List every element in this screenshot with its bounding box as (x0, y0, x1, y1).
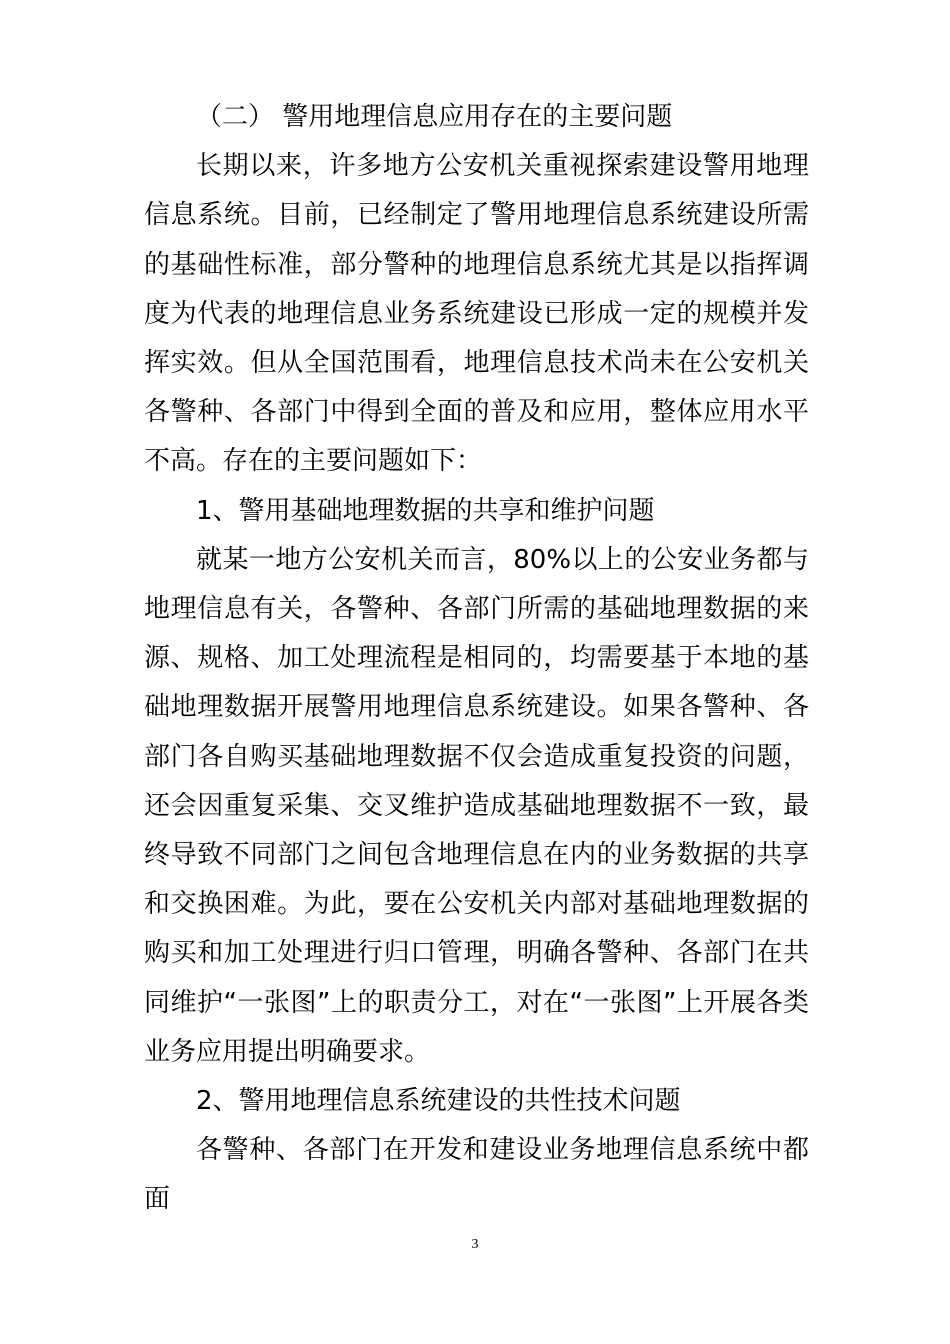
body-paragraph: 各警种、各部门在开发和建设业务地理信息系统中都面 (144, 1135, 809, 1215)
body-paragraph: 就某一地方公安机关而言，80%以上的公安业务都与地理信息有关，各警种、各部门所需的基础地理数据的来源、规格、加工处理流程是相同的，均需要基于本地的基础地理数据开展警用地理信息系统建设。如果各警种、各部门各自购买基础地理数据不仅会造成重复投资的问题，还会因重复采集、交叉维护造成基础地理数据不一致，最终导致不同部门之间包含地理信息在内的业务数据的共享和交换困难。为此，要在公安机关内部对基础地理数据的购买和加工处理进行归口管理，明确各警种、各部门在共同维护“一张图”上的职责分工，对在“一张图”上开展各类业务应用提出明确要求。 (144, 544, 809, 1067)
document-body (144, 93, 809, 1225)
numbered-heading: 2、警用地理信息系统建设的共性技术问题 (196, 1086, 681, 1117)
body-paragraph: 长期以来，许多地方公安机关重视探索建设警用地理信息系统。目前，已经制定了警用地理信息系统建设所需的基础性标准，部分警种的地理信息系统尤其是以指挥调度为代表的地理信息业务系统建设已形成一定的规模并发挥实效。但从全国范围看，地理信息技术尚未在公安机关各警种、各部门中得到全面的普及和应用，整体应用水平不高。存在的主要问题如下： (144, 151, 809, 477)
numbered-heading: 1、警用基础地理数据的共享和维护问题 (196, 495, 655, 526)
page-number: 3 (471, 1237, 479, 1252)
section-subheading: （二） 警用地理信息应用存在的主要问题 (196, 102, 673, 132)
